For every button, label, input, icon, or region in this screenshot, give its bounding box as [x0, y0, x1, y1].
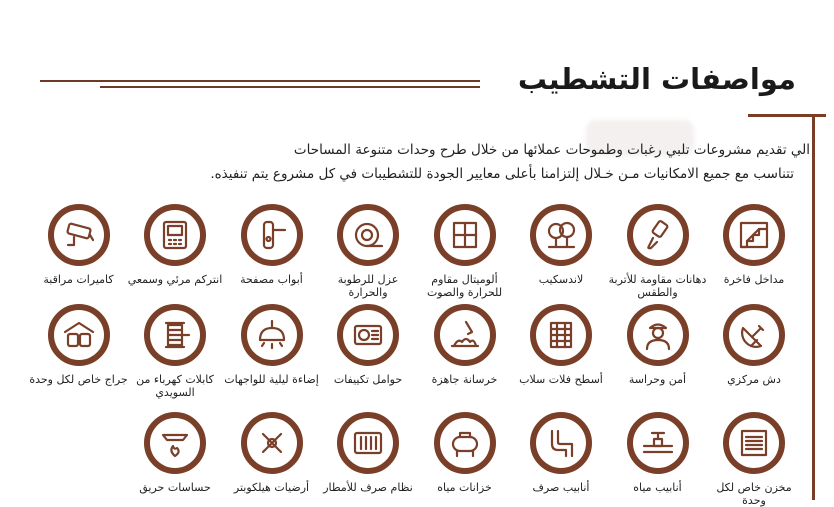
feature-item: [704, 412, 804, 507]
cable-spool-icon: [150, 310, 200, 360]
feature-label: إضاءة ليلية للواجهات: [224, 373, 319, 386]
feature-label: دش مركزي: [727, 373, 781, 386]
feature-item: [222, 304, 322, 386]
feature-badge: [144, 304, 206, 366]
feature-badge: [337, 412, 399, 474]
feature-label: أمن وحراسة: [628, 373, 687, 386]
feature-item: [29, 204, 129, 286]
feature-badge: [723, 204, 785, 266]
window-icon: [440, 210, 490, 260]
fire-sensor-icon: [150, 418, 200, 468]
feature-badge: [530, 304, 592, 366]
storage-shutter-icon: [729, 418, 779, 468]
feature-badge: [144, 412, 206, 474]
feature-label: عزل للرطوبة والحرارة: [337, 273, 399, 299]
feature-item: [125, 204, 225, 286]
feature-label: أسطح فلات سلاب: [519, 373, 603, 386]
drain-pipe-icon: [536, 418, 586, 468]
feature-badge: [627, 412, 689, 474]
feature-badge: [627, 204, 689, 266]
ceiling-lamp-icon: [247, 310, 297, 360]
feature-label: كاميرات مراقبة: [43, 273, 114, 286]
feature-item: [318, 304, 418, 386]
garage-cars-icon: [54, 310, 104, 360]
feature-label: لاندسكيب: [538, 273, 584, 286]
feature-badge: [48, 204, 110, 266]
feature-label: أبواب مصفحة: [240, 273, 303, 286]
feature-item: [29, 304, 129, 386]
feature-item: [511, 412, 611, 494]
feature-item: [125, 304, 225, 399]
feature-item: [608, 412, 708, 494]
intro-line-2: تتناسب مع جميع الامكانيات مـن خـلال إلتزامنا بأعلى معايير الجودة للتشطيبات في كل مشروع يتم تنفيذه.: [210, 166, 794, 182]
feature-badge: [434, 204, 496, 266]
feature-badge: [144, 204, 206, 266]
title-rule-secondary: [100, 86, 480, 88]
feature-badge: [530, 412, 592, 474]
feature-label: أرضيات هيلكوبتر: [233, 481, 310, 494]
feature-item: [511, 304, 611, 386]
feature-badge: [337, 304, 399, 366]
feature-item: [415, 304, 515, 386]
feature-badge: [530, 204, 592, 266]
feature-item: [511, 204, 611, 286]
satellite-dish-icon: [729, 310, 779, 360]
door-handle-icon: [247, 210, 297, 260]
feature-item: [318, 412, 418, 494]
title-rule: [40, 80, 480, 82]
intercom-icon: [150, 210, 200, 260]
feature-item: [608, 204, 708, 299]
feature-item: [415, 204, 515, 299]
trees-icon: [536, 210, 586, 260]
feature-badge: [434, 304, 496, 366]
feature-badge: [723, 304, 785, 366]
feature-label: أنابيب مياه: [633, 481, 682, 494]
frame-right-edge: [812, 114, 815, 500]
feature-badge: [241, 204, 303, 266]
feature-label: خزانات مياه: [437, 481, 492, 494]
feature-badge: [723, 412, 785, 474]
feature-label: حوامل تكييفات: [333, 373, 403, 386]
water-valve-icon: [633, 418, 683, 468]
concrete-pour-icon: [440, 310, 490, 360]
rain-drain-grate-icon: [343, 418, 393, 468]
paint-brush-icon: [633, 210, 683, 260]
water-tank-icon: [440, 418, 490, 468]
features-grid: [29, 204, 804, 507]
feature-item: [704, 304, 804, 386]
feature-label: انتركم مرئي وسمعي: [127, 273, 223, 286]
insulation-roll-icon: [343, 210, 393, 260]
flat-slab-icon: [536, 310, 586, 360]
feature-badge: [337, 204, 399, 266]
feature-item: [318, 204, 418, 299]
feature-label: نظام صرف للأمطار: [323, 481, 413, 494]
feature-label: خرسانة جاهزة: [431, 373, 498, 386]
feature-badge: [241, 412, 303, 474]
header: [40, 62, 816, 102]
feature-badge: [434, 412, 496, 474]
feature-item: [222, 204, 322, 286]
feature-item: [415, 412, 515, 494]
feature-label: مخزن خاص لكل وحدة: [716, 481, 792, 507]
ac-unit-icon: [343, 310, 393, 360]
cctv-camera-icon: [54, 210, 104, 260]
feature-label: جراج خاص لكل وحدة: [29, 373, 128, 386]
feature-item: [125, 412, 225, 494]
feature-item: [608, 304, 708, 386]
helicopter-trowel-icon: [247, 418, 297, 468]
feature-label: مداخل فاخرة: [723, 273, 785, 286]
feature-badge: [241, 304, 303, 366]
feature-item: [704, 204, 804, 286]
feature-label: أنابيب صرف: [532, 481, 590, 494]
feature-item: [222, 412, 322, 494]
security-guard-icon: [633, 310, 683, 360]
feature-label: كابلات كهرباء من السويدي: [136, 373, 214, 399]
feature-label: حساسات حريق: [139, 481, 211, 494]
feature-badge: [48, 304, 110, 366]
feature-label: دهانات مقاومة للأتربة والطقس: [608, 273, 707, 299]
feature-label: ألوميتال مقاوم للحرارة والصوت: [426, 273, 503, 299]
feature-badge: [627, 304, 689, 366]
stairs-icon: [729, 210, 779, 260]
intro-line-1: الي تقديم مشروعات تلبي رغبات وطموحات عملائها من خلال طرح وحدات متنوعة المساحات: [293, 142, 810, 158]
page-title: مواصفات التشطيب: [517, 62, 796, 96]
